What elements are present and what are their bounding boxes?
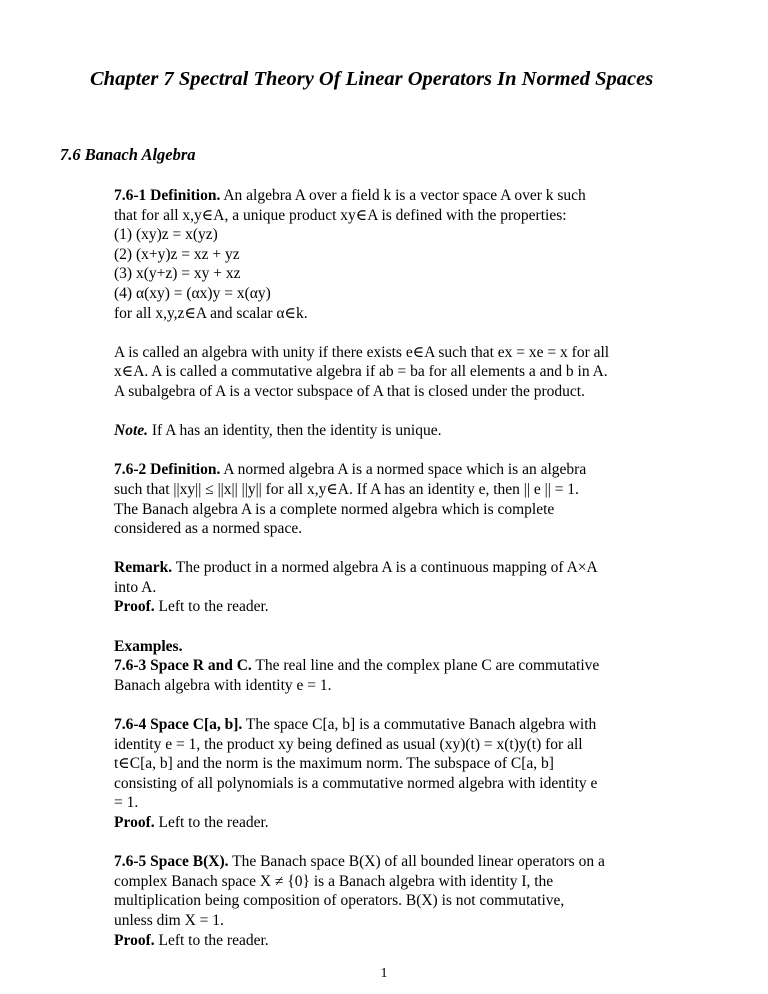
example-7-6-4-line: 7.6-4 Space C[a, b]. The space C[a, b] is a commutative Banach algebra with — [114, 716, 597, 734]
remark-label: Remark. — [114, 559, 173, 577]
example-7-6-3-line: Banach algebra with identity e = 1. — [114, 676, 332, 694]
property-2: (2) (x+y)z = xz + yz — [114, 245, 240, 263]
example-7-6-5-line: complex Banach space X ≠ {0} is a Banach algebra with identity I, the — [114, 872, 554, 890]
property-4: (4) α(xy) = (αx)y = x(αy) — [114, 284, 271, 302]
proof-line: Proof. Left to the reader. — [114, 814, 269, 831]
definition-7-6-2-line: such that ||xy|| ≤ ||x|| ||y|| for all x,y∈A. If A has an identity e, then || e || = 1. — [114, 480, 579, 498]
definition-7-6-1-line: 7.6-1 Definition. An algebra A over a field k is a vector space A over k such — [114, 187, 586, 204]
note: Note. If A has an identity, then the identity is unique. — [114, 422, 442, 440]
definition-7-6-2-line: considered as a normed space. — [114, 520, 303, 538]
unity-paragraph-line: x∈A. A is called a commutative algebra if ab = ba for all elements a and b in A. — [114, 363, 608, 381]
page-number: 1 — [380, 966, 388, 981]
examples-heading: Examples. — [114, 637, 183, 655]
unity-paragraph-line: A subalgebra of A is a vector subspace of A that is closed under the product. — [114, 382, 585, 400]
proof-line: Proof. Left to the reader. — [114, 598, 269, 616]
example-7-6-5-line: 7.6-5 Space B(X). The Banach space B(X) of all bounded linear operators on a — [114, 853, 605, 871]
remark-line: into A. — [114, 578, 157, 596]
example-7-6-3-line: 7.6-3 Space R and C. The real line and the complex plane C are commutative — [114, 657, 600, 675]
example-7-6-4-line: = 1. — [114, 794, 139, 812]
body-text — [114, 186, 714, 950]
proof-label: Proof. — [114, 931, 155, 949]
example-7-6-4-line: consisting of all polynomials is a commutative normed algebra with identity e — [114, 774, 598, 792]
example-7-6-5-line: unless dim X = 1. — [114, 911, 224, 929]
note-label: Note. — [114, 422, 149, 440]
example-7-6-4-line: identity e = 1, the product xy being defined as usual (xy)(t) = x(t)y(t) for all — [114, 735, 583, 753]
proof-label: Proof. — [114, 814, 155, 831]
proof-label: Proof. — [114, 598, 155, 616]
example-label: 7.6-5 Space B(X). — [114, 853, 229, 871]
proof-line: Proof. Left to the reader. — [114, 931, 269, 949]
remark-line: Remark. The product in a normed algebra A is a continuous mapping of A×A — [114, 559, 598, 577]
example-7-6-4-line: t∈C[a, b] and the norm is the maximum norm. The subspace of C[a, b] — [114, 755, 554, 773]
example-label: 7.6-4 Space C[a, b]. — [114, 716, 243, 734]
definition-7-6-2-line: 7.6-2 Definition. A normed algebra A is a normed space which is an algebra — [114, 461, 587, 479]
definition-7-6-1-line: for all x,y,z∈A and scalar α∈k. — [114, 304, 308, 322]
unity-paragraph-line: A is called an algebra with unity if there exists e∈A such that ex = xe = x for all — [114, 343, 610, 361]
definition-7-6-1-line: that for all x,y∈A, a unique product xy∈A is defined with the properties: — [114, 206, 567, 224]
definition-7-6-2-line: The Banach algebra A is a complete normed algebra which is complete — [114, 500, 555, 518]
property-1: (1) (xy)z = x(yz) — [114, 226, 218, 244]
example-label: 7.6-3 Space R and C. — [114, 657, 252, 675]
definition-label: 7.6-1 Definition. — [114, 187, 221, 204]
definition-label: 7.6-2 Definition. — [114, 461, 221, 479]
example-7-6-5-line: multiplication being composition of operators. B(X) is not commutative, — [114, 892, 565, 910]
property-3: (3) x(y+z) = xy + xz — [114, 265, 241, 283]
chapter-title: Chapter 7 Spectral Theory Of Linear Operators In Normed Spaces — [90, 68, 654, 90]
section-title: 7.6 Banach Algebra — [60, 145, 196, 164]
